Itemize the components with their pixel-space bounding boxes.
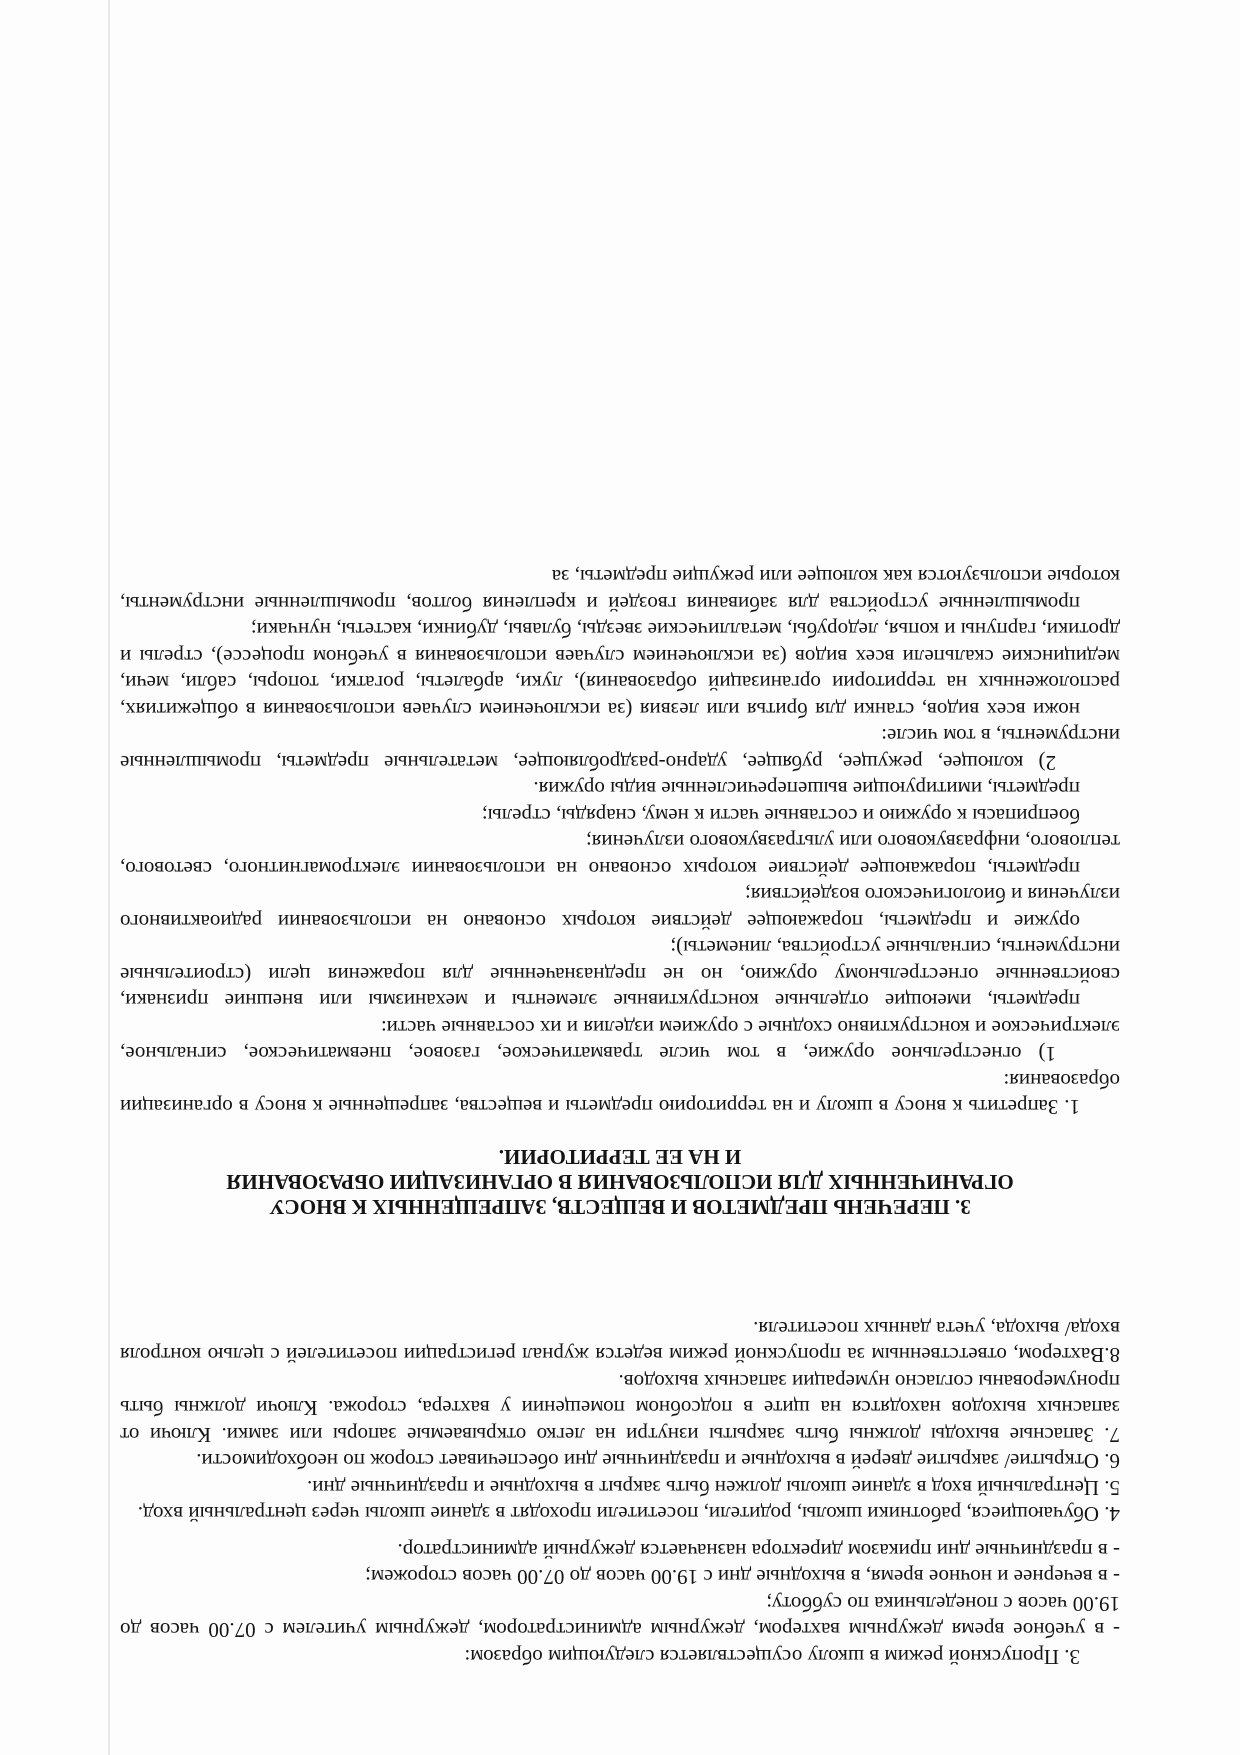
section-3-sub-1e: предметы, имитирующие вышеперечисленные виды оружия. (533, 777, 1080, 802)
paragraph-3-intro: 3. Пропускной режим в школу осуществляется следующим образом: (464, 1645, 1080, 1669)
section-3-sub-1a: предметы, имеющие отдельные конструктивные элементы и механизмы или внешние признаки, свойственные огнестрельному оружию, но не предназначенные для поражения цели (строительные инструменты, сигнальные устройства, линеметы); (120, 936, 1120, 1014)
section-3-title-line-2: ОГРАНИЧЕННЫХ ДЛЯ ИСПОЛЬЗОВАНИЯ В ОРГАНИЗАЦИИ ОБРАЗОВАНИЯ (226, 1170, 1014, 1195)
paragraph-7: 7. Запасные выходы должны быть закрыты изнутри на легко открываемые запоры или замки. Ключи от запасных выходов находятся на щите в подсобном помещении у вахтера, сторожа. Ключи должны быть пронумерованы согласно нумерации запасных выходов. (120, 1370, 1120, 1447)
paragraph-3-line-1: - в учебное время дежурным вахтером, дежурным администратором, дежурным учителем с 07.00 часов до 19.00 часов с понедельника по субботу; (120, 1592, 1120, 1643)
section-3-title-line-1: 3. ПЕРЕЧЕНЬ ПРЕДМЕТОВ И ВЕЩЕСТВ, ЗАПРЕЩЕННЫХ К ВНОСУ (269, 1195, 971, 1220)
section-3-sub-1c: предметы, поражающее действие которых основано на использовании электромагнитного, светового, теплового, инфразвукового или ультразвукового излучения; (120, 830, 1120, 881)
section-3-sub-2: 2) колющее, режущее, рубящее, ударно-раздробляющее, метательные предметы, промышленные инструменты, в том числе: (120, 724, 1120, 775)
paragraph-3-line-2: - в вечернее и ночное время, в выходные дни с 19.00 часов до 07.00 часов сторожем; (365, 1565, 1120, 1590)
paragraph-3-line-3: - в праздничные дни приказом директора назначается дежурный администратор. (397, 1539, 1120, 1563)
section-3-sub-1: 1) огнестрельное оружие, в том числе травматическое, газовое, пневматическое, сигнальное, электрическое и конструктивно сходные с оружием изделия и их составные части: (120, 1016, 1120, 1067)
section-3-sub-1b: оружие и предметы, поражающее действие которых основано на использовании радиоактивного излучения и биологического воздействия; (120, 883, 1120, 934)
document-sheet-rotated (120, 130, 1120, 1670)
section-3-sub-2b: промышленные устройства для забивания гвоздей и крепления болтов, промышленные инструменты, которые используются как колющее или режущие предметы, за (120, 565, 1120, 616)
paragraph-8: 8.Вахтером, ответственным за пропускной режим ведется журнал регистрации посетителей с целью контроля входа/ выхода, учета данных посетителя. (120, 1317, 1120, 1368)
paragraph-6: 6. Открытие/ закрытие дверей в выходные и праздничные дни обеспечивает сторож по необходимости. (196, 1449, 1120, 1474)
paragraph-5: 5. Центральный вход в здание школы должен быть закрыт в выходные и праздничные дни. (307, 1476, 1120, 1500)
paragraph-4: 4. Обучающиеся, работники школы, родители, посетители проходят в здание школы через центральный вход. (137, 1502, 1120, 1527)
section-3-title-line-3: И НА ЕЕ ТЕРРИТОРИИ. (498, 1145, 742, 1170)
page-edge-shadow (108, 0, 110, 1755)
section-3-item-1: 1. Запретить к вносу в школу и на территорию предметы и вещества, запрещенные к вносу в организации образования: (120, 1069, 1120, 1120)
section-3-title (120, 1145, 1120, 1220)
section-3-sub-2a: ножи всех видов, станки для бритья или лезвия (за исключением случаев использования в общежитиях, расположенных на территории организаций образования), луки, арбалеты, рогатки, топоры, сабли, мечи, медицинские скальпели всех видов (за исключением случаев использования в учебном процессе), стрелы и дротики, гарпуны и копья, ледорубы, металлические звезды, булавы, дубинки, кастеты, нунчаки; (120, 618, 1120, 722)
section-3-sub-1d: боеприпасы к оружию и составные части к нему, снаряды, стрелы; (481, 804, 1080, 828)
